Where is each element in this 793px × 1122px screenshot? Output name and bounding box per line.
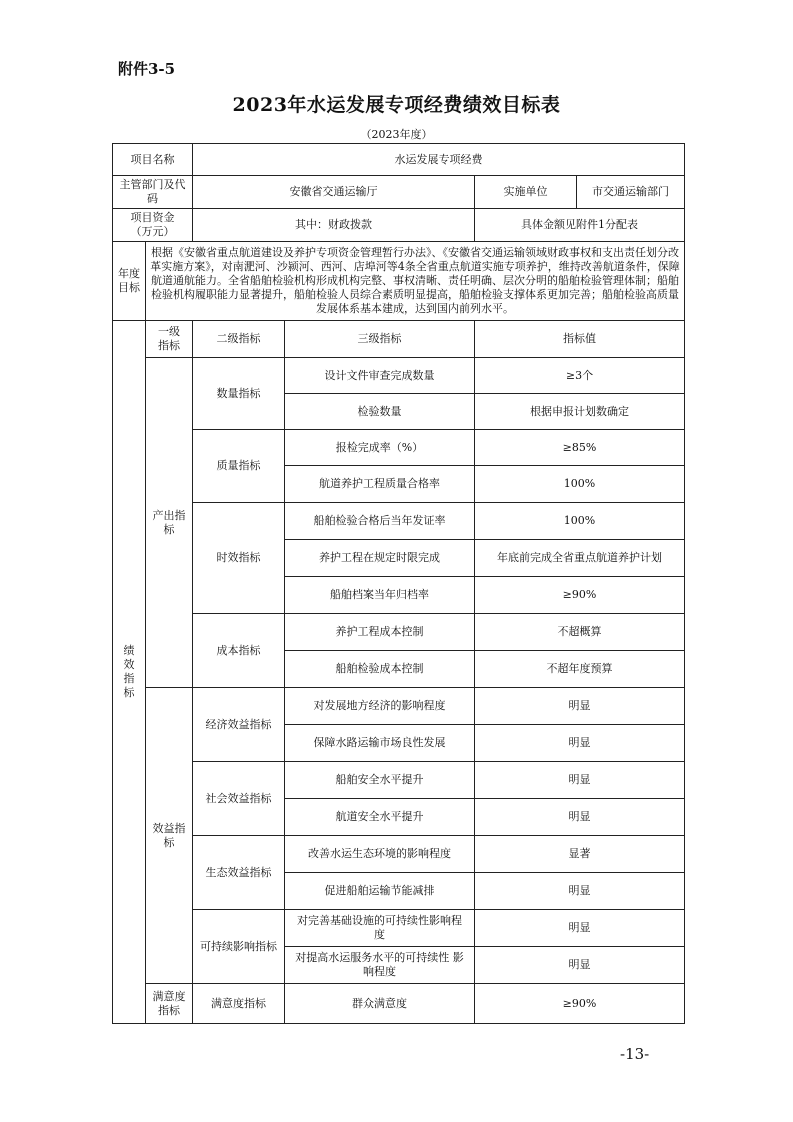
indicator-value: ≥85% [475, 430, 685, 466]
cost-indicator-label: 成本指标 [193, 614, 285, 688]
indicator-value: 100% [475, 503, 685, 540]
indicator-name: 船舶检验合格后当年发证率 [285, 503, 475, 540]
indicator-value: 明显 [475, 947, 685, 984]
attachment-label: 附件3-5 [118, 60, 176, 78]
header-level3: 三级指标 [285, 321, 475, 358]
indicator-value: 明显 [475, 762, 685, 799]
satisfaction-level2-label: 满意度指标 [193, 984, 285, 1024]
quantity-indicator-label: 数量指标 [193, 358, 285, 430]
indicator-name: 促进船舶运输节能减排 [285, 873, 475, 910]
header-level2: 二级指标 [193, 321, 285, 358]
impl-label: 实施单位 [475, 176, 577, 209]
header-level1: 一级 指标 [146, 321, 193, 358]
indicator-value: 显著 [475, 836, 685, 873]
indicator-value: 明显 [475, 799, 685, 836]
indicator-name: 设计文件审查完成数量 [285, 358, 475, 394]
fund-note: 具体金额见附件1分配表 [475, 209, 685, 242]
objective-label: 年度 目标 [113, 242, 146, 321]
indicator-name: 船舶档案当年归档率 [285, 577, 475, 614]
indicator-name: 对发展地方经济的影响程度 [285, 688, 475, 725]
performance-section-label: 绩 效 指 标 [113, 321, 146, 1024]
ecological-indicator-label: 生态效益指标 [193, 836, 285, 910]
indicator-name: 保障水路运输市场良性发展 [285, 725, 475, 762]
indicator-name: 检验数量 [285, 394, 475, 430]
satisfaction-indicator-label: 满意度 指标 [146, 984, 193, 1024]
indicator-value: 不超概算 [475, 614, 685, 651]
indicator-value: 明显 [475, 873, 685, 910]
sustainable-indicator-label: 可持续影响指标 [193, 910, 285, 984]
indicator-value: 明显 [475, 910, 685, 947]
indicator-name: 航道养护工程质量合格率 [285, 466, 475, 503]
indicator-name: 养护工程成本控制 [285, 614, 475, 651]
indicator-value: 不超年度预算 [475, 651, 685, 688]
output-indicator-label: 产出指 标 [146, 358, 193, 688]
indicator-name: 养护工程在规定时限完成 [285, 540, 475, 577]
quality-indicator-label: 质量指标 [193, 430, 285, 503]
page-number: -13- [620, 1045, 650, 1063]
impl-value: 市交通运输部门 [577, 176, 685, 209]
indicator-name: 船舶安全水平提升 [285, 762, 475, 799]
header-value: 指标值 [475, 321, 685, 358]
indicator-name: 航道安全水平提升 [285, 799, 475, 836]
project-name-label: 项目名称 [113, 144, 193, 176]
page-title: 2023年水运发展专项经费绩效目标表 [232, 94, 561, 116]
performance-target-table [112, 143, 685, 1024]
social-indicator-label: 社会效益指标 [193, 762, 285, 836]
indicator-value: 明显 [475, 725, 685, 762]
indicator-value: 根据申报计划数确定 [475, 394, 685, 430]
indicator-name: 群众满意度 [285, 984, 475, 1024]
indicator-value: 年底前完成全省重点航道养护计划 [475, 540, 685, 577]
indicator-value: 明显 [475, 688, 685, 725]
indicator-name: 改善水运生态环境的影响程度 [285, 836, 475, 873]
project-name-value: 水运发展专项经费 [193, 144, 685, 176]
dept-value: 安徽省交通运输厅 [193, 176, 475, 209]
timeliness-indicator-label: 时效指标 [193, 503, 285, 614]
objective-text: 根据《安徽省重点航道建设及养护专项资金管理暂行办法》、《安徽省交通运输领域财政事权和支出责任划分改革实施方案》，对南淝河、沙颍河、西河、店埠河等4条全省重点航道实施专项养护，维持改善航道条件，保障航道通航能力。全省船舶检验机构形成机构完整、事权清晰、责任明确、层次分明的船舶检验管理体制；船舶检验机构履职能力显著提升，船舶检验人员综合素质明显提高，船舶检验支撑体系更加完善；船舶检验高质量发展体系基本建成，达到国内前列水平。 [146, 242, 685, 321]
year-note: （2023年度） [360, 128, 433, 141]
economic-indicator-label: 经济效益指标 [193, 688, 285, 762]
indicator-name: 船舶检验成本控制 [285, 651, 475, 688]
indicator-value: ≥90% [475, 984, 685, 1024]
indicator-name: 对完善基础设施的可持续性影响程 度 [285, 910, 475, 947]
indicator-value: 100% [475, 466, 685, 503]
indicator-name: 对提高水运服务水平的可持续性 影 响程度 [285, 947, 475, 984]
fund-source: 其中：财政拨款 [193, 209, 475, 242]
dept-label: 主管部门及代码 [113, 176, 193, 209]
indicator-value: ≥90% [475, 577, 685, 614]
indicator-name: 报检完成率（%） [285, 430, 475, 466]
indicator-value: ≥3个 [475, 358, 685, 394]
fund-label: 项目资金 （万元） [113, 209, 193, 242]
benefit-indicator-label: 效益指 标 [146, 688, 193, 984]
